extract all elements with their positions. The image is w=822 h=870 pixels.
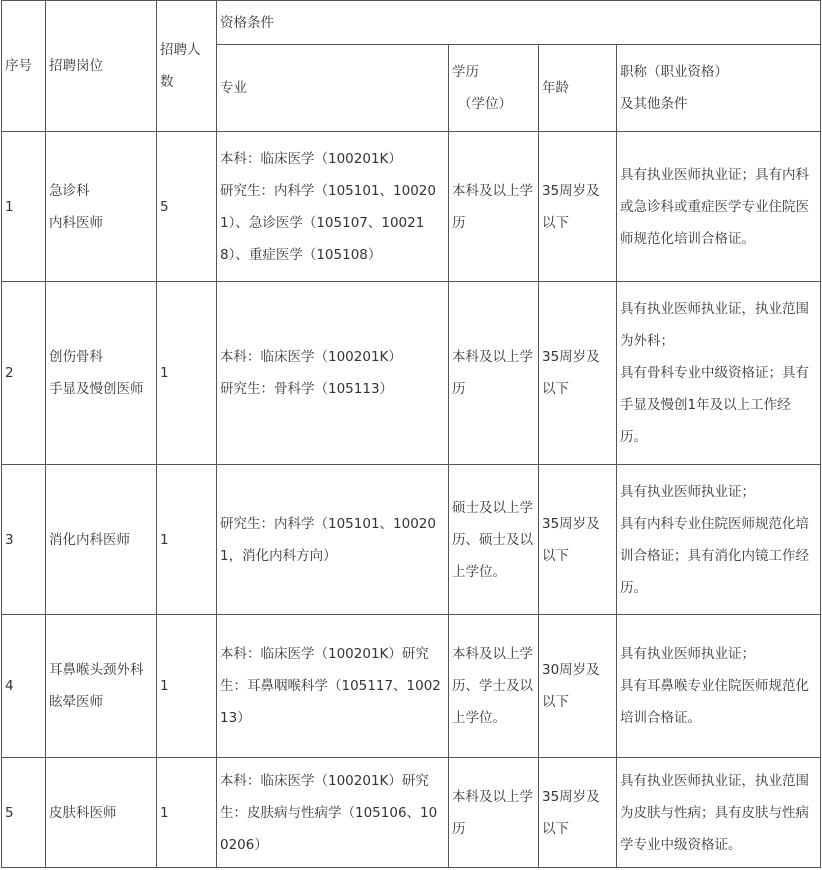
row-count: 1 bbox=[157, 465, 217, 615]
row-conditions bbox=[617, 465, 821, 615]
row-no: 5 bbox=[2, 758, 46, 868]
header-major: 专业 bbox=[217, 45, 449, 132]
row-age: 35周岁及以下 bbox=[539, 132, 617, 282]
row-count: 1 bbox=[157, 758, 217, 868]
row-position bbox=[46, 465, 157, 615]
row-major-line: 本科：临床医学（100201K）研究生：皮肤病与性病学（105106、100206） bbox=[220, 772, 438, 853]
table-row bbox=[2, 282, 821, 465]
row-age: 35周岁及以下 bbox=[539, 282, 617, 465]
row-conditions bbox=[617, 132, 821, 282]
row-position bbox=[46, 282, 157, 465]
row-major bbox=[217, 132, 449, 282]
row-conditions-line: 具有内科专业住院医师规范化培训合格证；具有消化内镜工作经历。 bbox=[620, 515, 809, 596]
row-conditions-line: 具有执业医师执业证； bbox=[620, 646, 755, 662]
row-position-line: 耳鼻喉头颈外科眩晕医师 bbox=[49, 662, 144, 710]
header-title-line: 及其他条件 bbox=[620, 96, 688, 112]
table-row bbox=[2, 615, 821, 758]
header-age: 年龄 bbox=[539, 45, 617, 132]
row-conditions bbox=[617, 615, 821, 758]
row-position bbox=[46, 132, 157, 282]
table-row bbox=[2, 132, 821, 282]
row-conditions bbox=[617, 758, 821, 868]
row-position-line: 内科医师 bbox=[49, 214, 103, 231]
row-education: 本科及以上学历、学士及以上学位。 bbox=[449, 615, 539, 758]
row-major bbox=[217, 282, 449, 465]
row-position bbox=[46, 758, 157, 868]
row-education: 硕士及以上学历、硕士及以上学位。 bbox=[449, 465, 539, 615]
row-count: 5 bbox=[157, 132, 217, 282]
row-age: 35周岁及以下 bbox=[539, 758, 617, 868]
row-education: 本科及以上学历 bbox=[449, 132, 539, 282]
row-conditions-line: 具有执业医师执业证，执业范围为外科； bbox=[620, 301, 809, 349]
recruitment-table bbox=[1, 0, 821, 868]
row-position-line: 皮肤科医师 bbox=[49, 804, 117, 821]
row-count: 1 bbox=[157, 615, 217, 758]
row-conditions-line: 具有执业医师执业证； bbox=[620, 483, 755, 500]
header-no: 序号 bbox=[2, 1, 46, 132]
row-conditions bbox=[617, 282, 821, 465]
row-count: 1 bbox=[157, 282, 217, 465]
row-major-line: 研究生：骨科学（105113） bbox=[220, 381, 394, 397]
row-education: 本科及以上学历 bbox=[449, 758, 539, 868]
header-qualifications: 资格条件 bbox=[217, 1, 821, 45]
row-no: 2 bbox=[2, 282, 46, 465]
row-position-line: 手显及慢创医师 bbox=[49, 381, 144, 397]
header-title-line: 职称（职业资格） bbox=[620, 64, 728, 80]
table-row bbox=[2, 465, 821, 615]
row-major-line: 本科：临床医学（100201K） bbox=[220, 150, 402, 167]
row-no: 3 bbox=[2, 465, 46, 615]
row-age: 30周岁及以下 bbox=[539, 615, 617, 758]
header-education-line: （学位） bbox=[458, 96, 512, 112]
header-education bbox=[449, 45, 539, 132]
table-row bbox=[2, 758, 821, 868]
header-position: 招聘岗位 bbox=[46, 1, 157, 132]
row-conditions-line: 具有骨科专业中级资格证；具有手显及慢创1年及以上工作经历。 bbox=[620, 365, 809, 445]
row-major-line: 本科：临床医学（100201K） bbox=[220, 349, 402, 365]
row-no: 1 bbox=[2, 132, 46, 282]
row-major-line: 研究生：内科学（105101、100201，消化内科方向） bbox=[220, 515, 436, 564]
row-age: 35周岁及以下 bbox=[539, 465, 617, 615]
header-education-line: 学历 bbox=[452, 64, 479, 80]
row-conditions-line: 具有执业医师执业证，执业范围为皮肤与性病；具有皮肤与性病学专业中级资格证。 bbox=[620, 772, 809, 853]
row-position bbox=[46, 615, 157, 758]
row-conditions-line: 具有执业医师执业证；具有内科或急诊科或重症医学专业住院医师规范化培训合格证。 bbox=[620, 166, 809, 247]
row-major bbox=[217, 615, 449, 758]
row-major bbox=[217, 758, 449, 868]
header-count: 招聘人数 bbox=[157, 1, 217, 132]
row-major bbox=[217, 465, 449, 615]
row-major-line: 研究生：内科学（105101、100201）、急诊医学（105107、100218）、重症医学（105108） bbox=[220, 182, 436, 263]
row-education: 本科及以上学历 bbox=[449, 282, 539, 465]
row-position-line: 急诊科 bbox=[49, 182, 90, 199]
row-no: 4 bbox=[2, 615, 46, 758]
row-position-line: 消化内科医师 bbox=[49, 531, 130, 548]
row-conditions-line: 具有耳鼻喉专业住院医师规范化培训合格证。 bbox=[620, 678, 809, 726]
row-major-line: 本科：临床医学（100201K）研究生：耳鼻咽喉科学（105117、100213） bbox=[220, 646, 441, 726]
row-position-line: 创伤骨科 bbox=[49, 349, 103, 365]
header-title bbox=[617, 45, 821, 132]
